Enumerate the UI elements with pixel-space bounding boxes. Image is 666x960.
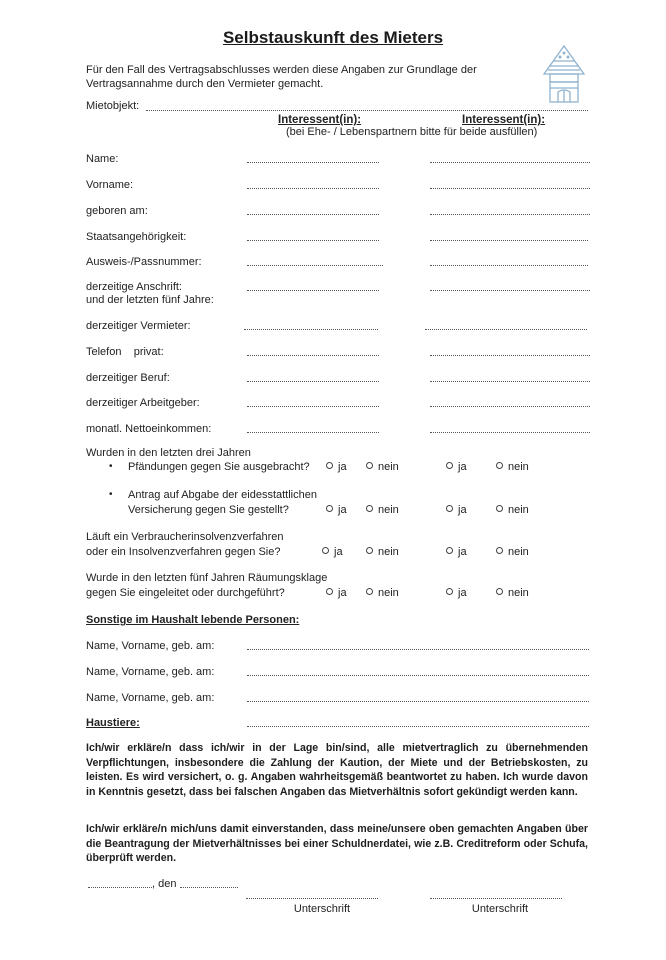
questions-intro: Wurden in den letzten drei Jahren	[86, 447, 251, 459]
q2-ja-radio-1[interactable]: ja	[326, 504, 347, 516]
signature-label-2: Unterschrift	[471, 903, 529, 915]
household-input-1[interactable]	[247, 649, 589, 650]
field-label-anschrift: derzeitige Anschrift:	[86, 281, 182, 293]
field-label-vermieter: derzeitiger Vermieter:	[86, 320, 191, 332]
radio-circle-icon	[496, 588, 503, 595]
signature-line-1[interactable]	[246, 898, 378, 899]
q4-nein-radio-2[interactable]: nein	[496, 587, 529, 599]
q1-ja-radio-2[interactable]: ja	[446, 461, 467, 473]
nettoeinkommen-input-2[interactable]	[430, 432, 590, 433]
q2-nein-radio-1[interactable]: nein	[366, 504, 399, 516]
question-2-text-2: Versicherung gegen Sie gestellt?	[128, 504, 289, 516]
field-label-geboren: geboren am:	[86, 205, 148, 217]
anschrift-input-1[interactable]	[247, 290, 379, 291]
radio-circle-icon	[446, 547, 453, 554]
house-logo-icon	[538, 44, 590, 109]
radio-circle-icon	[446, 462, 453, 469]
q4-nein-radio-1[interactable]: nein	[366, 587, 399, 599]
declaration-2: Ich/wir erkläre/n mich/uns damit einverstanden, dass meine/unsere oben gemachten Angaben über die Beantragung der Mietverhältnisses bei einer Schuldnerdatei, wie z.B. Creditreform oder Schufa, überprüft werden.	[86, 823, 588, 864]
radio-circle-icon	[496, 505, 503, 512]
arbeitgeber-input-1[interactable]	[247, 406, 379, 407]
question-4-text: Wurde in den letzten fünf Jahren Räumungsklage	[86, 572, 328, 584]
household-label-3: Name, Vorname, geb. am:	[86, 692, 215, 704]
q2-ja-radio-2[interactable]: ja	[446, 504, 467, 516]
q3-ja-radio-2[interactable]: ja	[446, 546, 467, 558]
field-label-nettoeinkommen: monatl. Nettoeinkommen:	[86, 423, 212, 435]
place-input[interactable]	[88, 887, 152, 888]
beruf-input-1[interactable]	[247, 381, 379, 382]
question-1-text: Pfändungen gegen Sie ausgebracht?	[128, 461, 310, 473]
date-input[interactable]	[180, 887, 238, 888]
declaration-1: Ich/wir erkläre/n dass ich/wir in der Lage bin/sind, alle mietvertraglich zu übernehmenden Verpflichtungen, insbesondere die Zahlung der Kaution, der Miete und der Betriebskosten, zu leisten. Es wird versichert, o. g. Angaben wahrheitsgemäß beantwortet zu haben. Ich wurde davon in Kenntnis gesetzt, dass bei falschen Angaben das Mietverhältnis sofort gekündigt werden kann.	[86, 742, 588, 798]
nettoeinkommen-input-1[interactable]	[247, 432, 379, 433]
staatsangehoerigkeit-input-2[interactable]	[430, 240, 588, 241]
q4-ja-radio-1[interactable]: ja	[326, 587, 347, 599]
pets-input[interactable]	[247, 726, 589, 727]
household-label-1: Name, Vorname, geb. am:	[86, 640, 215, 652]
household-label-2: Name, Vorname, geb. am:	[86, 666, 215, 678]
household-input-2[interactable]	[247, 675, 589, 676]
household-input-3[interactable]	[247, 701, 589, 702]
column-header-1: Interessent(in):	[278, 114, 362, 126]
pets-label: Haustiere:	[86, 717, 140, 729]
vermieter-input-1[interactable]	[244, 329, 378, 330]
field-label-anschrift-2: und der letzten fünf Jahre:	[86, 294, 214, 306]
telefon-input-2[interactable]	[430, 355, 590, 356]
signature-line-2[interactable]	[430, 898, 562, 899]
question-3-text-2: oder ein Insolvenzverfahren gegen Sie?	[86, 546, 281, 558]
radio-circle-icon	[366, 462, 373, 469]
radio-circle-icon	[366, 505, 373, 512]
radio-circle-icon	[496, 547, 503, 554]
geboren-input-1[interactable]	[247, 214, 379, 215]
beruf-input-2[interactable]	[430, 381, 590, 382]
column-subheader: (bei Ehe- / Lebenspartnern bitte für beide ausfüllen)	[286, 126, 538, 138]
radio-circle-icon	[322, 547, 329, 554]
q2-nein-radio-2[interactable]: nein	[496, 504, 529, 516]
arbeitgeber-input-2[interactable]	[430, 406, 590, 407]
document-title: Selbstauskunft des Mieters	[222, 28, 444, 47]
field-label-name: Name:	[86, 153, 119, 165]
radio-circle-icon	[326, 462, 333, 469]
q3-nein-radio-1[interactable]: nein	[366, 546, 399, 558]
radio-circle-icon	[496, 462, 503, 469]
column-header-2: Interessent(in):	[462, 114, 546, 126]
field-label-vorname: Vorname:	[86, 179, 134, 191]
ausweis-input-1[interactable]	[247, 265, 383, 266]
bullet-icon: •	[109, 461, 113, 472]
date-separator-label: , den	[152, 878, 177, 890]
radio-circle-icon	[326, 505, 333, 512]
radio-circle-icon	[446, 588, 453, 595]
radio-circle-icon	[366, 547, 373, 554]
radio-circle-icon	[326, 588, 333, 595]
question-2-text: Antrag auf Abgabe der eidesstattlichen	[128, 489, 317, 501]
vermieter-input-2[interactable]	[425, 329, 587, 330]
q3-ja-radio-1[interactable]: ja	[322, 546, 343, 558]
bullet-icon: •	[109, 489, 113, 500]
name-input-2[interactable]	[430, 162, 590, 163]
field-label-telefon: Telefon privat:	[86, 346, 164, 358]
signature-label-1: Unterschrift	[293, 903, 351, 915]
household-header: Sonstige im Haushalt lebende Personen:	[86, 614, 300, 626]
ausweis-input-2[interactable]	[430, 265, 588, 266]
field-label-staatsangehoerigkeit: Staatsangehörigkeit:	[86, 231, 187, 243]
radio-circle-icon	[446, 505, 453, 512]
q1-nein-radio-2[interactable]: nein	[496, 461, 529, 473]
field-label-arbeitgeber: derzeitiger Arbeitgeber:	[86, 397, 200, 409]
q3-nein-radio-2[interactable]: nein	[496, 546, 529, 558]
name-input-1[interactable]	[247, 162, 379, 163]
intro-text: Für den Fall des Vertragsabschlusses werden diese Angaben zur Grundlage der Vertragsannahme durch den Vermieter gemacht.	[86, 64, 477, 90]
staatsangehoerigkeit-input-1[interactable]	[247, 240, 379, 241]
anschrift-input-2[interactable]	[430, 290, 590, 291]
question-3-text: Läuft ein Verbraucherinsolvenzverfahren	[86, 531, 284, 543]
geboren-input-2[interactable]	[430, 214, 590, 215]
field-label-ausweis: Ausweis-/Passnummer:	[86, 256, 202, 268]
q4-ja-radio-2[interactable]: ja	[446, 587, 467, 599]
q1-ja-radio-1[interactable]: ja	[326, 461, 347, 473]
q1-nein-radio-1[interactable]: nein	[366, 461, 399, 473]
question-4-text-2: gegen Sie eingeleitet oder durchgeführt?	[86, 587, 285, 599]
mietobjekt-label: Mietobjekt:	[86, 100, 140, 112]
vorname-input-2[interactable]	[430, 188, 590, 189]
mietobjekt-input[interactable]	[146, 110, 588, 111]
telefon-input-1[interactable]	[247, 355, 379, 356]
vorname-input-1[interactable]	[247, 188, 379, 189]
field-label-beruf: derzeitiger Beruf:	[86, 372, 170, 384]
radio-circle-icon	[366, 588, 373, 595]
